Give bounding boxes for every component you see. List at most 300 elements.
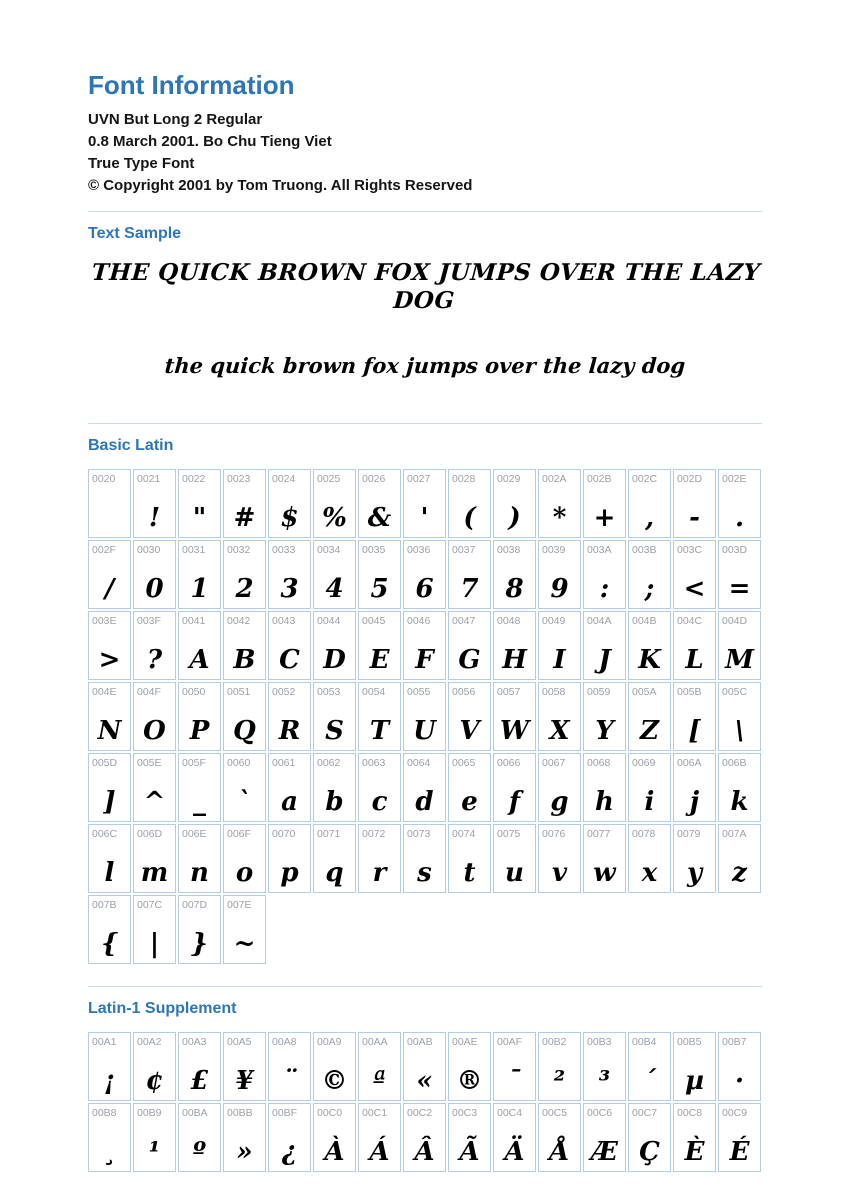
glyph-char: ¹ xyxy=(148,1137,161,1167)
glyph-char: 7 xyxy=(460,574,479,604)
glyph-char: | xyxy=(149,929,160,959)
glyph-char: w xyxy=(593,858,616,888)
glyph-code: 0054 xyxy=(362,686,386,698)
glyph-code: 0065 xyxy=(452,757,476,769)
spacer xyxy=(88,379,762,409)
glyph-code: 0035 xyxy=(362,544,386,556)
glyph-cell xyxy=(223,1103,266,1172)
glyph-code: 00B8 xyxy=(92,1107,117,1119)
glyph-cell xyxy=(223,682,266,751)
glyph-code: 006D xyxy=(137,828,163,840)
glyph-code: 00C0 xyxy=(317,1107,343,1119)
glyph-cell xyxy=(178,611,221,680)
glyph-cell xyxy=(448,540,491,609)
glyph-code: 0045 xyxy=(362,615,386,627)
glyph-char: b xyxy=(325,787,344,817)
glyph-char: * xyxy=(552,503,567,533)
glyph-cell xyxy=(313,824,356,893)
glyph-code: 0060 xyxy=(227,757,251,769)
glyph-cell xyxy=(268,469,311,538)
glyph-char: & xyxy=(367,503,392,533)
glyph-char: j xyxy=(689,787,700,817)
glyph-cell xyxy=(718,1032,761,1101)
glyph-cell xyxy=(673,469,716,538)
glyph-code: 0027 xyxy=(407,473,431,485)
glyph-char: µ xyxy=(684,1066,705,1096)
glyph-cell xyxy=(538,611,581,680)
glyph-char: f xyxy=(508,787,521,817)
glyph-code: 007A xyxy=(722,828,747,840)
glyph-cell xyxy=(628,611,671,680)
glyph-char: Æ xyxy=(591,1137,618,1167)
glyph-code: 0053 xyxy=(317,686,341,698)
glyph-char: E xyxy=(369,645,390,675)
glyph-cell xyxy=(628,682,671,751)
glyph-char: Y xyxy=(595,716,614,746)
glyph-code: 00A9 xyxy=(317,1036,342,1048)
glyph-cell xyxy=(268,1103,311,1172)
glyph-char: 8 xyxy=(505,574,524,604)
glyph-cell xyxy=(313,540,356,609)
glyph-char: s xyxy=(417,858,432,888)
glyph-code: 0036 xyxy=(407,544,431,556)
glyph-code: 0029 xyxy=(497,473,521,485)
glyph-code: 003A xyxy=(587,544,612,556)
glyph-cell xyxy=(88,682,131,751)
glyph-cell xyxy=(88,824,131,893)
glyph-cell xyxy=(223,611,266,680)
glyph-cell xyxy=(403,1103,446,1172)
glyph-cell xyxy=(403,1032,446,1101)
glyph-cell xyxy=(718,824,761,893)
glyph-code: 0043 xyxy=(272,615,296,627)
glyph-char: ¢ xyxy=(145,1066,164,1096)
glyph-code: 0042 xyxy=(227,615,251,627)
glyph-cell xyxy=(88,1103,131,1172)
glyph-cell xyxy=(358,682,401,751)
glyph-code: 0064 xyxy=(407,757,431,769)
glyph-code: 004D xyxy=(722,615,748,627)
glyph-cell xyxy=(448,682,491,751)
glyph-char: R xyxy=(278,716,301,746)
glyph-code: 00B3 xyxy=(587,1036,612,1048)
glyph-char: x xyxy=(641,858,658,888)
glyph-code: 00BA xyxy=(182,1107,208,1119)
glyph-char: I xyxy=(553,645,566,675)
glyph-char: q xyxy=(325,858,344,888)
glyph-char: _ xyxy=(193,787,206,817)
glyph-cell xyxy=(178,824,221,893)
glyph-cell xyxy=(583,1032,626,1101)
glyph-char: X xyxy=(549,716,570,746)
glyph-cell xyxy=(628,469,671,538)
glyph-char: h xyxy=(595,787,614,817)
glyph-code: 0023 xyxy=(227,473,251,485)
glyph-cell xyxy=(403,824,446,893)
glyph-cell xyxy=(403,540,446,609)
glyph-code: 00AA xyxy=(362,1036,388,1048)
glyph-code: 0074 xyxy=(452,828,476,840)
glyph-char: 4 xyxy=(325,574,344,604)
glyph-char: 2 xyxy=(235,574,254,604)
copyright-notice: © Copyright 2001 by Tom Truong. All Rights Reserved xyxy=(88,177,473,194)
glyph-char: Ä xyxy=(504,1137,525,1167)
glyph-code: 00A3 xyxy=(182,1036,207,1048)
glyph-char: ` xyxy=(238,787,251,817)
glyph-char: ! xyxy=(148,503,161,533)
glyph-code: 0033 xyxy=(272,544,296,556)
glyph-cell xyxy=(178,1103,221,1172)
font-type: True Type Font xyxy=(88,155,195,172)
font-version: 0.8 March 2001. Bo Chu Tieng Viet xyxy=(88,133,332,150)
glyph-code: 0047 xyxy=(452,615,476,627)
glyph-cell xyxy=(538,1103,581,1172)
glyph-cell xyxy=(583,753,626,822)
glyph-code: 0079 xyxy=(677,828,701,840)
glyph-char: r xyxy=(372,858,387,888)
glyph-cell xyxy=(538,753,581,822)
glyph-char: ( xyxy=(463,503,476,533)
glyph-char: i xyxy=(644,787,655,817)
glyph-char: : xyxy=(599,574,610,604)
glyph-code: 0076 xyxy=(542,828,566,840)
glyph-cell xyxy=(223,895,266,964)
glyph-cell xyxy=(358,469,401,538)
glyph-char: È xyxy=(684,1137,705,1167)
glyph-code: 005E xyxy=(137,757,162,769)
glyph-cell xyxy=(178,540,221,609)
glyph-code: 003E xyxy=(92,615,117,627)
glyph-char: k xyxy=(730,787,749,817)
glyph-code: 004C xyxy=(677,615,703,627)
section-heading-basic-latin: Basic Latin xyxy=(88,437,174,454)
glyph-char: > xyxy=(98,645,121,675)
glyph-code: 006E xyxy=(182,828,207,840)
glyph-cell xyxy=(133,682,176,751)
glyph-code: 0058 xyxy=(542,686,566,698)
glyph-cell xyxy=(673,1032,716,1101)
glyph-cell xyxy=(88,1032,131,1101)
glyph-code: 0055 xyxy=(407,686,431,698)
glyph-cell xyxy=(718,753,761,822)
glyph-code: 00A2 xyxy=(137,1036,162,1048)
glyph-char: B xyxy=(233,645,256,675)
glyph-code: 005C xyxy=(722,686,748,698)
glyph-cell xyxy=(178,1032,221,1101)
glyph-cell xyxy=(313,753,356,822)
glyph-cell xyxy=(583,824,626,893)
glyph-cell xyxy=(718,682,761,751)
glyph-code: 0024 xyxy=(272,473,296,485)
glyph-char: e xyxy=(461,787,478,817)
glyph-cell xyxy=(223,753,266,822)
glyph-char: c xyxy=(371,787,388,817)
glyph-code: 005A xyxy=(632,686,657,698)
glyph-code: 003D xyxy=(722,544,748,556)
glyph-code: 0048 xyxy=(497,615,521,627)
glyph-code: 007E xyxy=(227,899,252,911)
glyph-cell xyxy=(88,469,131,538)
glyph-char: ª xyxy=(373,1066,386,1096)
glyph-cell xyxy=(223,824,266,893)
glyph-char: y xyxy=(686,858,703,888)
glyph-code: 00A8 xyxy=(272,1036,297,1048)
section-divider xyxy=(88,986,762,987)
glyph-cell xyxy=(673,682,716,751)
glyph-cell xyxy=(178,895,221,964)
glyph-char: P xyxy=(189,716,210,746)
glyph-code: 0046 xyxy=(407,615,431,627)
glyph-char: C xyxy=(279,645,300,675)
glyph-cell xyxy=(88,611,131,680)
glyph-char: » xyxy=(236,1137,253,1167)
glyph-char: n xyxy=(190,858,209,888)
glyph-cell xyxy=(268,611,311,680)
glyph-cell xyxy=(133,753,176,822)
glyph-char: Å xyxy=(549,1137,570,1167)
glyph-cell xyxy=(628,824,671,893)
glyph-char: M xyxy=(725,645,754,675)
glyph-code: 0041 xyxy=(182,615,206,627)
section-divider xyxy=(88,211,762,212)
glyph-char: z xyxy=(732,858,747,888)
glyph-code: 0049 xyxy=(542,615,566,627)
glyph-cell xyxy=(628,1032,671,1101)
glyph-char: ] xyxy=(103,787,116,817)
glyph-cell xyxy=(88,753,131,822)
glyph-char: ' xyxy=(420,503,429,533)
glyph-char: ^ xyxy=(143,787,166,817)
glyph-code: 0077 xyxy=(587,828,611,840)
glyph-cell xyxy=(493,682,536,751)
glyph-char: = xyxy=(728,574,751,604)
glyph-code: 0032 xyxy=(227,544,251,556)
glyph-cell xyxy=(448,611,491,680)
glyph-cell xyxy=(133,895,176,964)
glyph-char: £ xyxy=(190,1066,209,1096)
glyph-cell xyxy=(133,540,176,609)
glyph-char: t xyxy=(463,858,476,888)
glyph-code: 0070 xyxy=(272,828,296,840)
glyph-cell xyxy=(583,1103,626,1172)
glyph-char: T xyxy=(369,716,390,746)
glyph-code: 0056 xyxy=(452,686,476,698)
glyph-code: 0039 xyxy=(542,544,566,556)
glyph-code: 0067 xyxy=(542,757,566,769)
glyph-grid-basic-latin xyxy=(88,469,762,964)
glyph-code: 002F xyxy=(92,544,116,556)
glyph-char: l xyxy=(104,858,115,888)
glyph-code: 002E xyxy=(722,473,747,485)
glyph-char: F xyxy=(415,645,434,675)
glyph-char: É xyxy=(729,1137,750,1167)
glyph-code: 00C1 xyxy=(362,1107,388,1119)
glyph-cell xyxy=(358,824,401,893)
glyph-code: 0028 xyxy=(452,473,476,485)
font-name: UVN But Long 2 Regular xyxy=(88,111,263,128)
glyph-code: 003C xyxy=(677,544,703,556)
glyph-code: 003F xyxy=(137,615,161,627)
glyph-char: Ç xyxy=(639,1137,660,1167)
glyph-code: 002A xyxy=(542,473,567,485)
glyph-cell xyxy=(178,469,221,538)
glyph-code: 00BF xyxy=(272,1107,298,1119)
sample-text-uppercase: THE QUICK BROWN FOX JUMPS OVER THE LAZY DOG xyxy=(90,259,762,314)
glyph-cell xyxy=(268,753,311,822)
glyph-cell xyxy=(358,540,401,609)
glyph-cell xyxy=(493,611,536,680)
glyph-cell xyxy=(88,895,131,964)
glyph-code: 0050 xyxy=(182,686,206,698)
glyph-char: \ xyxy=(734,716,745,746)
glyph-code: 0044 xyxy=(317,615,341,627)
glyph-code: 00A1 xyxy=(92,1036,117,1048)
glyph-code: 0051 xyxy=(227,686,251,698)
glyph-char: } xyxy=(191,929,208,959)
glyph-code: 00C9 xyxy=(722,1107,748,1119)
glyph-char: N xyxy=(97,716,122,746)
glyph-char: ´ xyxy=(643,1066,656,1096)
glyph-cell xyxy=(538,469,581,538)
glyph-code: 006F xyxy=(227,828,251,840)
glyph-code: 006B xyxy=(722,757,747,769)
glyph-cell xyxy=(493,540,536,609)
section-divider xyxy=(88,423,762,424)
glyph-char: ² xyxy=(553,1066,566,1096)
glyph-cell xyxy=(223,469,266,538)
glyph-cell xyxy=(358,753,401,822)
glyph-char: v xyxy=(551,858,568,888)
glyph-code: 005F xyxy=(182,757,206,769)
glyph-char: a xyxy=(281,787,298,817)
glyph-code: 0069 xyxy=(632,757,656,769)
glyph-char: " xyxy=(192,503,207,533)
glyph-code: 004E xyxy=(92,686,117,698)
glyph-char: $ xyxy=(280,503,299,533)
glyph-code: 00B9 xyxy=(137,1107,162,1119)
glyph-cell xyxy=(718,540,761,609)
glyph-char: « xyxy=(416,1066,433,1096)
glyph-code: 00B5 xyxy=(677,1036,702,1048)
glyph-code: 006A xyxy=(677,757,702,769)
glyph-code: 00C6 xyxy=(587,1107,613,1119)
glyph-cell xyxy=(538,1032,581,1101)
glyph-char: % xyxy=(322,503,347,533)
glyph-code: 00BB xyxy=(227,1107,253,1119)
glyph-char: p xyxy=(280,858,299,888)
glyph-code: 00AB xyxy=(407,1036,433,1048)
glyph-cell xyxy=(628,753,671,822)
glyph-char: - xyxy=(689,503,700,533)
glyph-code: 0059 xyxy=(587,686,611,698)
glyph-code: 0026 xyxy=(362,473,386,485)
glyph-cell xyxy=(313,611,356,680)
glyph-cell xyxy=(313,469,356,538)
glyph-char: A xyxy=(189,645,210,675)
glyph-char: { xyxy=(101,929,118,959)
glyph-cell xyxy=(448,469,491,538)
glyph-char: u xyxy=(505,858,524,888)
glyph-code: 0062 xyxy=(317,757,341,769)
glyph-code: 0025 xyxy=(317,473,341,485)
glyph-cell xyxy=(448,824,491,893)
glyph-code: 00B4 xyxy=(632,1036,657,1048)
glyph-code: 00C7 xyxy=(632,1107,658,1119)
glyph-char: ¥ xyxy=(235,1066,254,1096)
glyph-code: 00AE xyxy=(452,1036,478,1048)
glyph-cell xyxy=(673,540,716,609)
glyph-code: 0072 xyxy=(362,828,386,840)
glyph-cell xyxy=(493,1032,536,1101)
glyph-char: K xyxy=(638,645,661,675)
glyph-code: 003B xyxy=(632,544,657,556)
glyph-cell xyxy=(673,1103,716,1172)
glyph-cell xyxy=(493,1103,536,1172)
glyph-code: 0020 xyxy=(92,473,116,485)
glyph-cell xyxy=(178,753,221,822)
glyph-code: 0038 xyxy=(497,544,521,556)
glyph-cell xyxy=(403,682,446,751)
glyph-cell xyxy=(673,753,716,822)
glyph-cell xyxy=(403,753,446,822)
glyph-cell xyxy=(358,1103,401,1172)
glyph-code: 002D xyxy=(677,473,703,485)
glyph-code: 0052 xyxy=(272,686,296,698)
glyph-cell xyxy=(268,824,311,893)
glyph-cell xyxy=(628,1103,671,1172)
glyph-char: 3 xyxy=(280,574,299,604)
glyph-code: 004F xyxy=(137,686,161,698)
glyph-char: g xyxy=(550,787,569,817)
glyph-cell xyxy=(583,611,626,680)
glyph-code: 004B xyxy=(632,615,657,627)
glyph-cell xyxy=(133,824,176,893)
glyph-char xyxy=(89,485,130,537)
glyph-char: 0 xyxy=(145,574,164,604)
glyph-grid-latin1-supplement xyxy=(88,1032,762,1172)
glyph-code: 00C5 xyxy=(542,1107,568,1119)
glyph-char: Â xyxy=(414,1137,435,1167)
glyph-code: 004A xyxy=(587,615,612,627)
glyph-code: 00C3 xyxy=(452,1107,478,1119)
section-heading-text-sample: Text Sample xyxy=(88,225,182,242)
sample-text-lowercase: the quick brown fox jumps over the lazy dog xyxy=(163,353,687,378)
glyph-char: Á xyxy=(369,1137,390,1167)
glyph-char: Q xyxy=(233,716,256,746)
page-title: Font Information xyxy=(88,70,295,100)
glyph-cell xyxy=(403,469,446,538)
glyph-char: Ã xyxy=(459,1137,480,1167)
glyph-char: . xyxy=(734,503,745,533)
glyph-cell xyxy=(628,540,671,609)
glyph-char: D xyxy=(323,645,346,675)
glyph-char: V xyxy=(459,716,480,746)
glyph-code: 0061 xyxy=(272,757,296,769)
glyph-code: 00AF xyxy=(497,1036,523,1048)
glyph-cell xyxy=(133,1103,176,1172)
section-heading-latin1-supplement: Latin-1 Supplement xyxy=(88,1000,237,1017)
glyph-cell xyxy=(268,540,311,609)
glyph-char: S xyxy=(325,716,344,746)
glyph-code: 002C xyxy=(632,473,658,485)
glyph-cell xyxy=(493,469,536,538)
glyph-cell xyxy=(718,469,761,538)
glyph-code: 0068 xyxy=(587,757,611,769)
glyph-cell xyxy=(448,1032,491,1101)
glyph-cell xyxy=(448,753,491,822)
glyph-code: 0030 xyxy=(137,544,161,556)
glyph-code: 0057 xyxy=(497,686,521,698)
